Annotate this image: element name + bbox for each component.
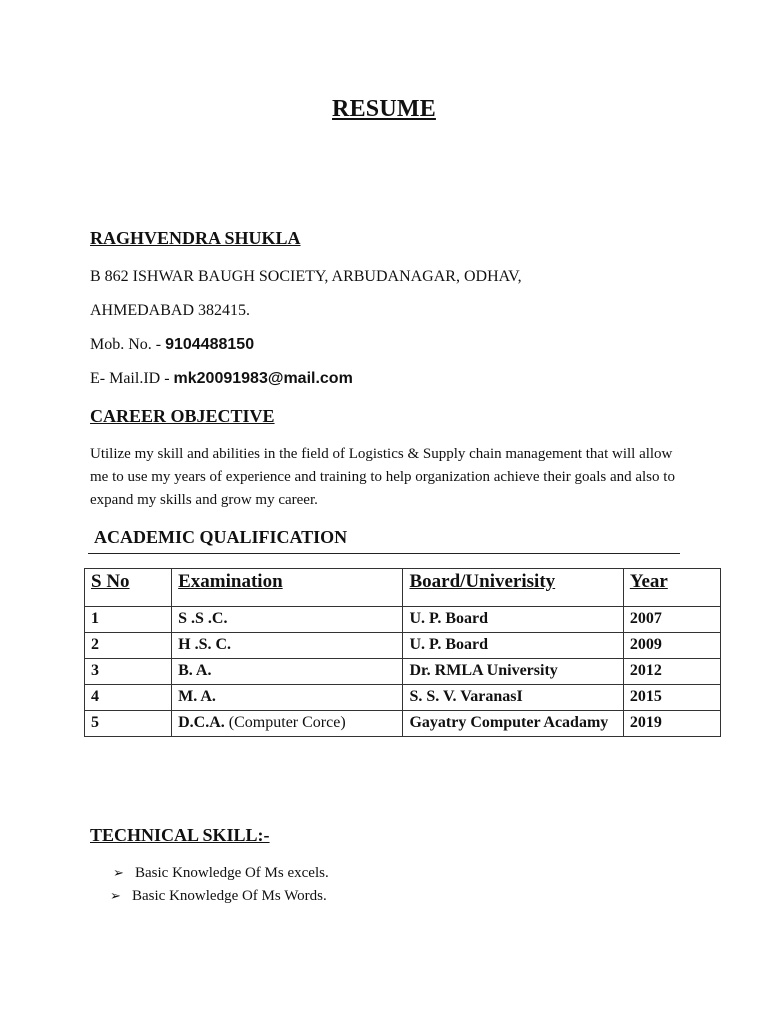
cell-board: Gayatry Computer Acadamy (403, 711, 623, 737)
cell-examination: M. A. (172, 685, 403, 711)
mobile-number: 9104488150 (165, 336, 255, 353)
candidate-name: RAGHVENDRA SHUKLA (90, 228, 301, 248)
column-header-sno: S No (85, 569, 172, 607)
email-row (90, 370, 353, 388)
address-line-2: AHMEDABAD 382415. (90, 302, 250, 319)
cell-examination: H .S. C. (172, 633, 403, 659)
page-title: RESUME (332, 96, 436, 122)
section-divider (88, 553, 680, 554)
cell-examination (172, 711, 403, 737)
table-row (85, 685, 721, 711)
cell-sno: 3 (85, 659, 172, 685)
academic-qualification-heading: ACADEMIC QUALIFICATION (94, 527, 348, 547)
cell-year: 2012 (623, 659, 720, 685)
table-row (85, 633, 721, 659)
column-header-examination: Examination (172, 569, 403, 607)
cell-year: 2007 (623, 607, 720, 633)
career-objective-text: Utilize my skill and abilities in the field of Logistics & Supply chain management that will allow me to use my years of experience and training to help organization achieve their goals and also to expand my skills and grow my career. (90, 446, 675, 508)
cell-examination: B. A. (172, 659, 403, 685)
list-item (113, 865, 329, 882)
cell-board: U. P. Board (403, 607, 623, 633)
email-address: mk20091983@mail.com (173, 370, 353, 387)
address-line-1: B 862 ISHWAR BAUGH SOCIETY, ARBUDANAGAR, ODHAV, (90, 268, 522, 285)
skill-text: Basic Knowledge Of Ms excels. (135, 865, 329, 881)
cell-sno: 1 (85, 607, 172, 633)
exam-name: D.C.A. (178, 714, 225, 731)
table-row (85, 711, 721, 737)
career-objective-heading: CAREER OBJECTIVE (90, 406, 275, 426)
qualification-table (84, 568, 721, 737)
cell-sno: 5 (85, 711, 172, 737)
skill-text: Basic Knowledge Of Ms Words. (132, 888, 327, 904)
cell-board: U. P. Board (403, 633, 623, 659)
cell-board: S. S. V. VaranasI (403, 685, 623, 711)
table-row (85, 607, 721, 633)
table-row (85, 659, 721, 685)
email-label: E- Mail.ID - (90, 370, 174, 387)
arrowhead-bullet-icon: ➢ (113, 866, 124, 881)
cell-examination: S .S .C. (172, 607, 403, 633)
cell-year: 2019 (623, 711, 720, 737)
cell-board: Dr. RMLA University (403, 659, 623, 685)
list-item (110, 888, 327, 905)
cell-year: 2015 (623, 685, 720, 711)
arrowhead-bullet-icon: ➢ (110, 889, 121, 904)
mobile-row (90, 336, 254, 354)
column-header-board: Board/Univerisity (403, 569, 623, 607)
cell-year: 2009 (623, 633, 720, 659)
cell-sno: 4 (85, 685, 172, 711)
table-header-row (85, 569, 721, 607)
mobile-label: Mob. No. - (90, 336, 166, 353)
exam-note: (Computer Corce) (224, 714, 346, 731)
column-header-year: Year (623, 569, 720, 607)
technical-skill-heading: TECHNICAL SKILL:- (90, 825, 270, 845)
cell-sno: 2 (85, 633, 172, 659)
